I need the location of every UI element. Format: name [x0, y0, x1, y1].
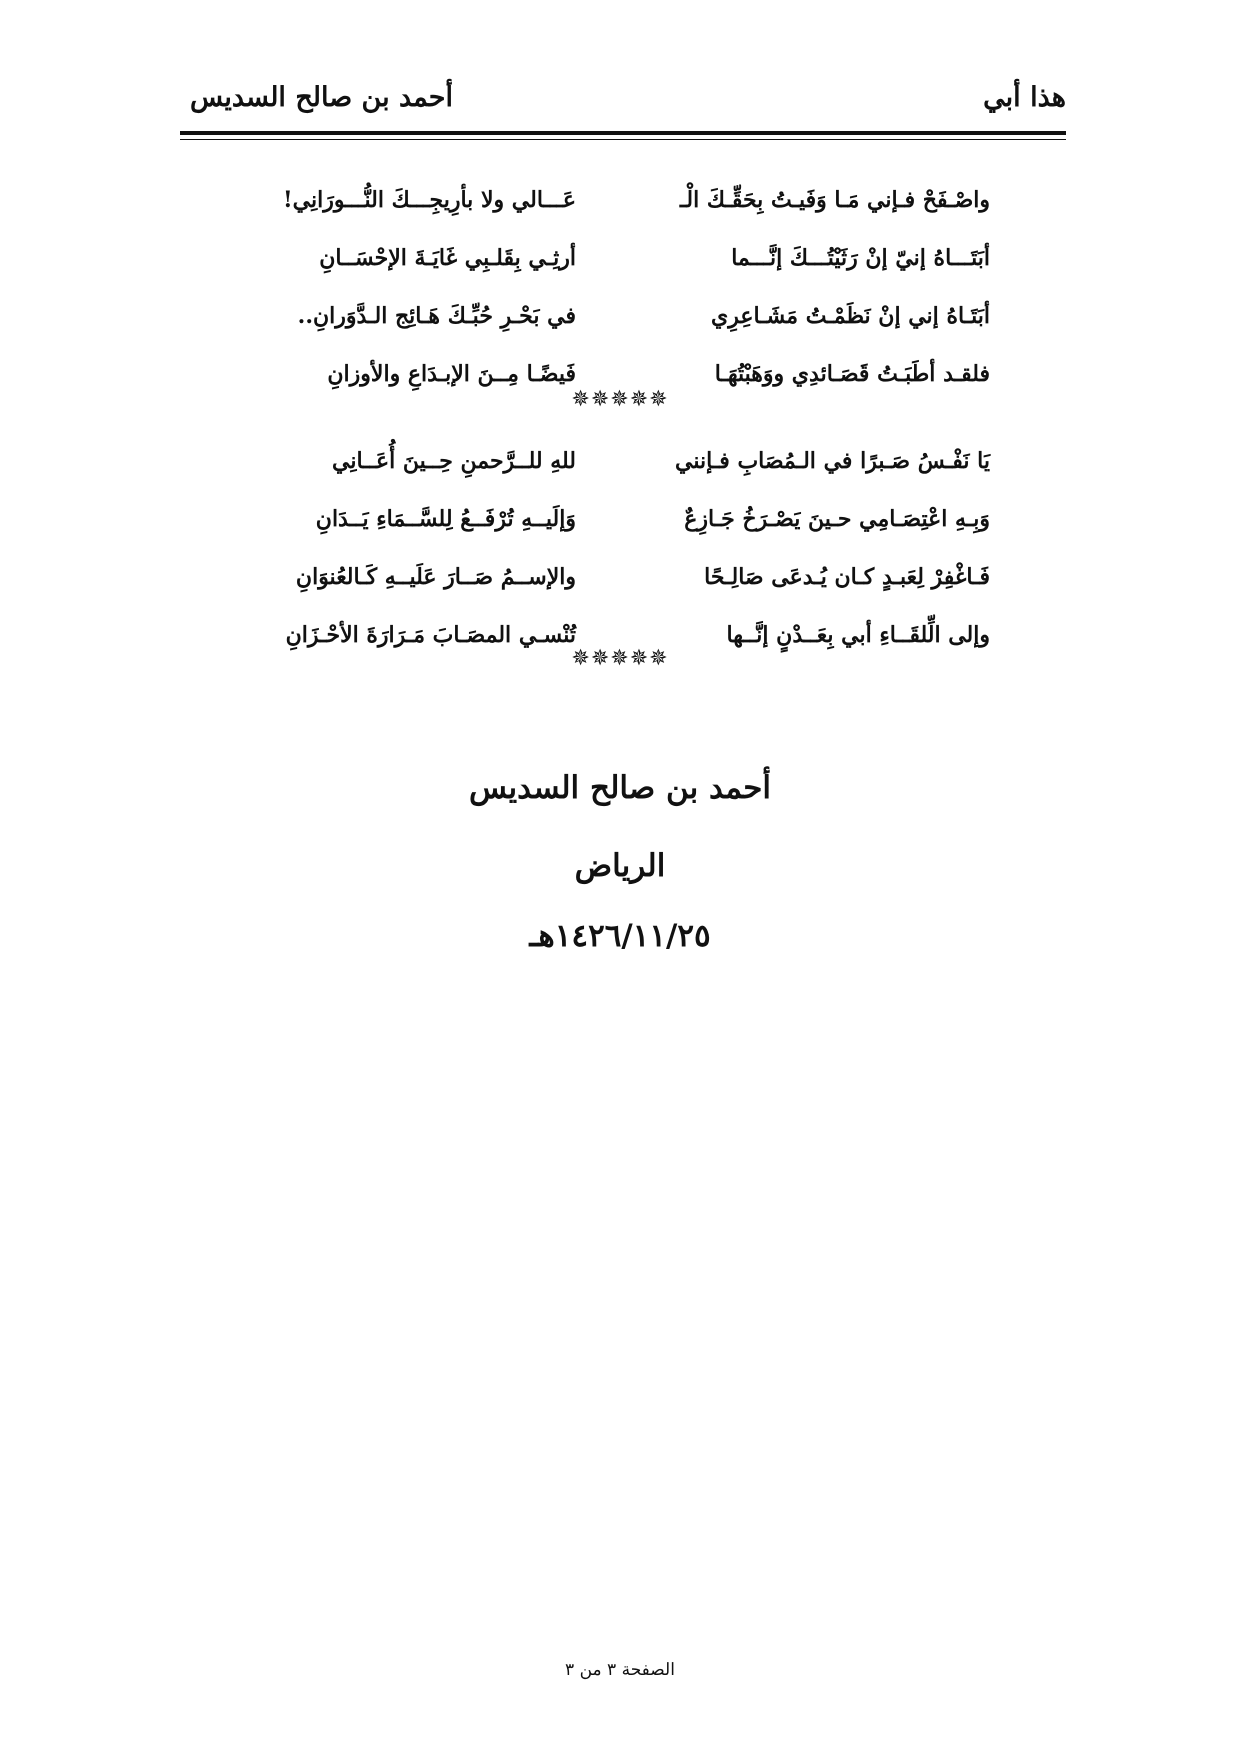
- verse-second-hemistich: وَإلَيــهِ تُرْفَــعُ لِلسَّــمَاءِ يَــدَانِ: [315, 506, 576, 532]
- signature-name: أحمد بن صالح السديس: [469, 770, 771, 806]
- verse-second-hemistich: تُنْسـي المصَـابَ مَـرَارَةَ الأحْـزَانِ: [285, 622, 576, 648]
- verse-second-hemistich: أرثِـي بِقَلـبِي غَايَـةَ الإحْسَــانِ: [319, 245, 576, 271]
- verse-first-hemistich: واصْـفَحْ فـإني مَـا وَفَيـتُ بِحَقِّـكَ الْـ: [679, 187, 990, 213]
- verse-second-hemistich: والإســمُ صَــارَ عَلَيــهِ كَـالعُنوَانِ: [295, 564, 576, 590]
- verse-first-hemistich: أبَتَـاهُ إني إنْ نَظَمْـتُ مَشَـاعِرِي: [710, 303, 990, 329]
- poem-stanza: [236, 180, 990, 412]
- page-header: [180, 82, 1066, 122]
- stanza-separator: ✵✵✵✵✵: [571, 387, 669, 412]
- verse-second-hemistich: عَـــالي ولا بأرِيجِـــكَ النُّـــورَانِي!: [282, 187, 576, 213]
- verse-second-hemistich: في بَحْـرِ حُبِّـكَ هَـائِج الـدَّوَرانِ..: [297, 303, 576, 329]
- verse: [236, 557, 990, 615]
- verse-second-hemistich: فَيضًـا مِــنَ الإبـدَاعِ والأوزانِ: [327, 361, 576, 387]
- book-title: هذا أبي: [983, 82, 1066, 113]
- verse: [236, 441, 990, 499]
- verse-first-hemistich: فَـاغْفِرْ لِعَبـدٍ كـان يُـدعَى صَالِـحًا: [704, 564, 990, 590]
- stanza-separator: ✵✵✵✵✵: [571, 646, 669, 671]
- verse-first-hemistich: فلقـد أطَبَـتُ قَصَـائدِي ووَهَبْتُهَـا: [714, 361, 990, 387]
- verse-first-hemistich: أبَتَـــاهُ إنيّ إنْ رَثَيْتُـــكَ إنَّـــما: [731, 245, 990, 271]
- verse-first-hemistich: يَا نَفْـسُ صَـبرًا في الـمُصَابِ فـإنني: [675, 448, 990, 474]
- verse: [236, 238, 990, 296]
- verse: [236, 499, 990, 557]
- header-rule-thick: [180, 131, 1066, 135]
- signature-city: الرياض: [574, 848, 666, 884]
- verse-first-hemistich: وإلى الِّلقَــاءِ أبي بِعَــدْنٍ إنَّــها: [726, 622, 990, 648]
- verse: [236, 180, 990, 238]
- verse-second-hemistich: للهِ للــرَّحمنِ حِــينَ أُعَــانِي: [331, 448, 576, 474]
- poem-stanza: [236, 441, 990, 673]
- running-author: أحمد بن صالح السديس: [190, 82, 453, 113]
- signature-date: ١٤٢٦/١١/٢٥هـ: [529, 918, 711, 954]
- page-number: الصفحة ٣ من ٣: [565, 1660, 675, 1680]
- header-rule-thin: [180, 139, 1066, 140]
- verse-first-hemistich: وَبِـهِ اعْتِصَـامِي حـينَ يَصْـرَخُ جَـازِعٌ: [684, 506, 990, 532]
- verse: [236, 296, 990, 354]
